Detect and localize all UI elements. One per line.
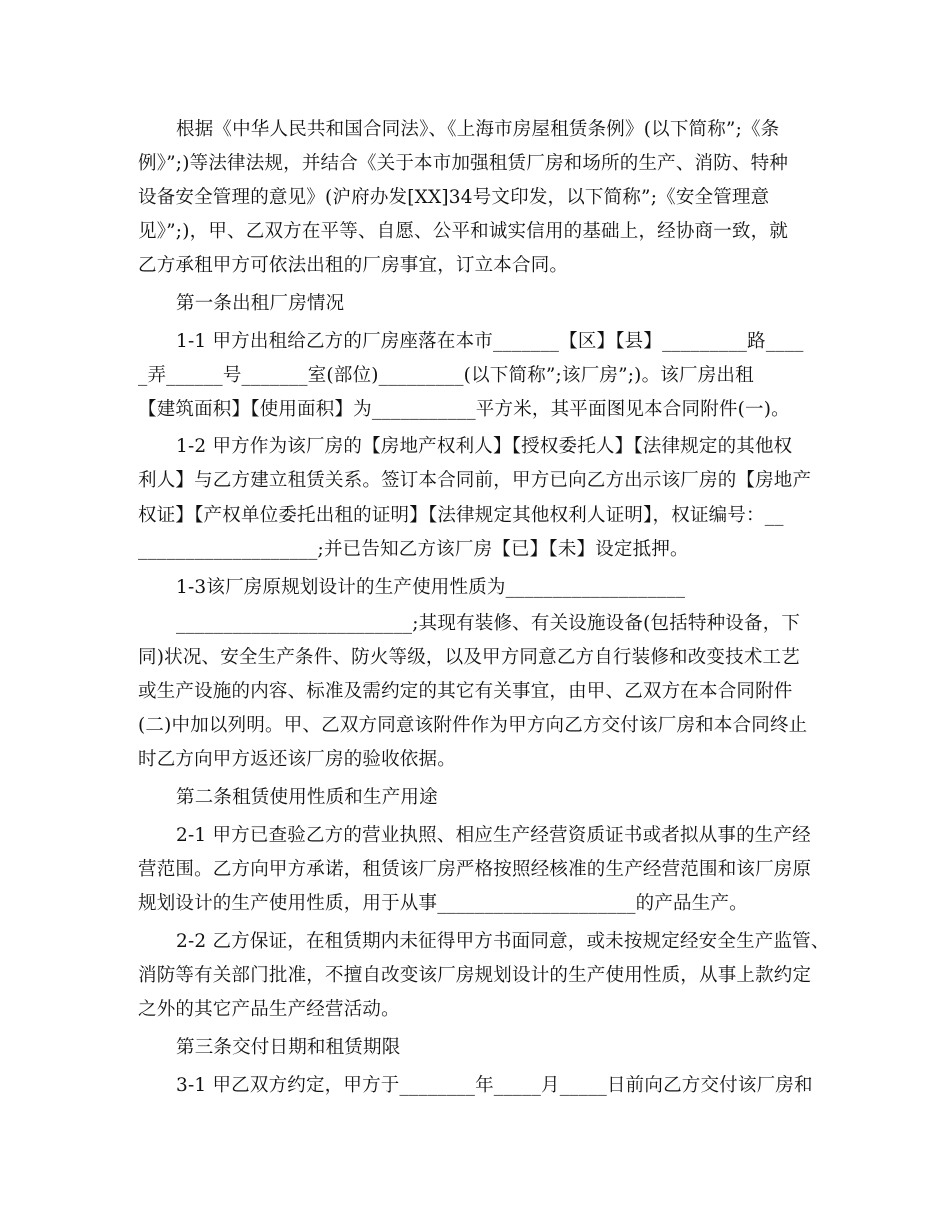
paragraph-line: 1-2 甲方作为该厂房的【房地产权利人】【授权委托人】【法律规定的其他权 <box>176 436 793 457</box>
paragraph-line: 【建筑面积】【使用面积】为___________平方米，其平面图见本合同附件(一)。 <box>138 399 790 420</box>
paragraph-line: _弄______号_______室(部位)_________(以下简称”;该厂房”;)。该厂房出租 <box>138 365 754 386</box>
paragraph-line: 规划设计的生产使用性质，用于从事_____________________的产品生产。 <box>138 893 748 914</box>
paragraph-line: 1-1 甲方出租给乙方的厂房座落在本市_______【区】【县】_________路____ <box>176 331 804 352</box>
section-heading: 第一条出租厂房情况 <box>176 293 345 314</box>
section-heading: 第二条租赁使用性质和生产用途 <box>176 787 438 808</box>
paragraph-line: 见》”;)，甲、乙双方在平等、自愿、公平和诚实信用的基础上，经协商一致，就 <box>138 221 789 242</box>
paragraph-line: 设备安全管理的意见》(沪府办发[XX]34号文印发，以下简称”;《安全管理意 <box>138 187 770 208</box>
paragraph-line: 营范围。乙方向甲方承诺，租赁该厂房严格按照经核准的生产经营范围和该厂房原 <box>138 859 812 880</box>
paragraph-line: 乙方承租甲方可依法出租的厂房事宜，订立本合同。 <box>138 255 569 276</box>
paragraph-line: 消防等有关部门批准，不擅自改变该厂房规划设计的生产使用性质，从事上款约定 <box>138 965 812 986</box>
paragraph-line: (二)中加以列明。甲、乙双方同意该附件作为甲方向乙方交付该厂房和本合同终止 <box>138 715 808 736</box>
paragraph-line: 3-1 甲乙双方约定，甲方于________年_____月_____日前向乙方交付该厂房和 <box>176 1075 813 1096</box>
paragraph-line: 2-2 乙方保证，在租赁期内未征得甲方书面同意，或未按规定经安全生产监管、 <box>176 931 830 952</box>
paragraph-line: 1-3该厂房原规划设计的生产使用性质为___________________ <box>176 577 686 598</box>
paragraph-line: 利人】与乙方建立租赁关系。签订本合同前，甲方已向乙方出示该厂房的【房地产 <box>138 470 812 491</box>
paragraph-line: 时乙方向甲方返还该厂房的验收依据。 <box>138 749 456 770</box>
section-heading: 第三条交付日期和租赁期限 <box>176 1037 401 1058</box>
paragraph-line: 例》”;)等法律法规，并结合《关于本市加强租赁厂房和场所的生产、消防、特种 <box>138 153 789 174</box>
paragraph-line: ___________________;并已告知乙方该厂房【已】【未】设定抵押。 <box>138 539 689 560</box>
paragraph-line: 或生产设施的内容、标准及需约定的其它有关事宜，由甲、乙双方在本合同附件 <box>138 681 793 702</box>
paragraph-line: 之外的其它产品生产经营活动。 <box>138 999 400 1020</box>
paragraph-line: _________________________;其现有装修、有关设施设备(包括特种设备，下 <box>176 613 801 634</box>
paragraph-line: 权证】【产权单位委托出租的证明】【法律规定其他权利人证明】，权证编号：__ <box>138 505 784 526</box>
paragraph-line: 同)状况、安全生产条件、防火等级，以及甲方同意乙方自行装修和改变技术工艺 <box>138 647 800 668</box>
paragraph-line: 根据《中华人民共和国合同法》、《上海市房屋租赁条例》(以下简称”;《条 <box>176 119 780 140</box>
paragraph-line: 2-1 甲方已查验乙方的营业执照、相应生产经营资质证书或者拟从事的生产经 <box>176 825 811 846</box>
